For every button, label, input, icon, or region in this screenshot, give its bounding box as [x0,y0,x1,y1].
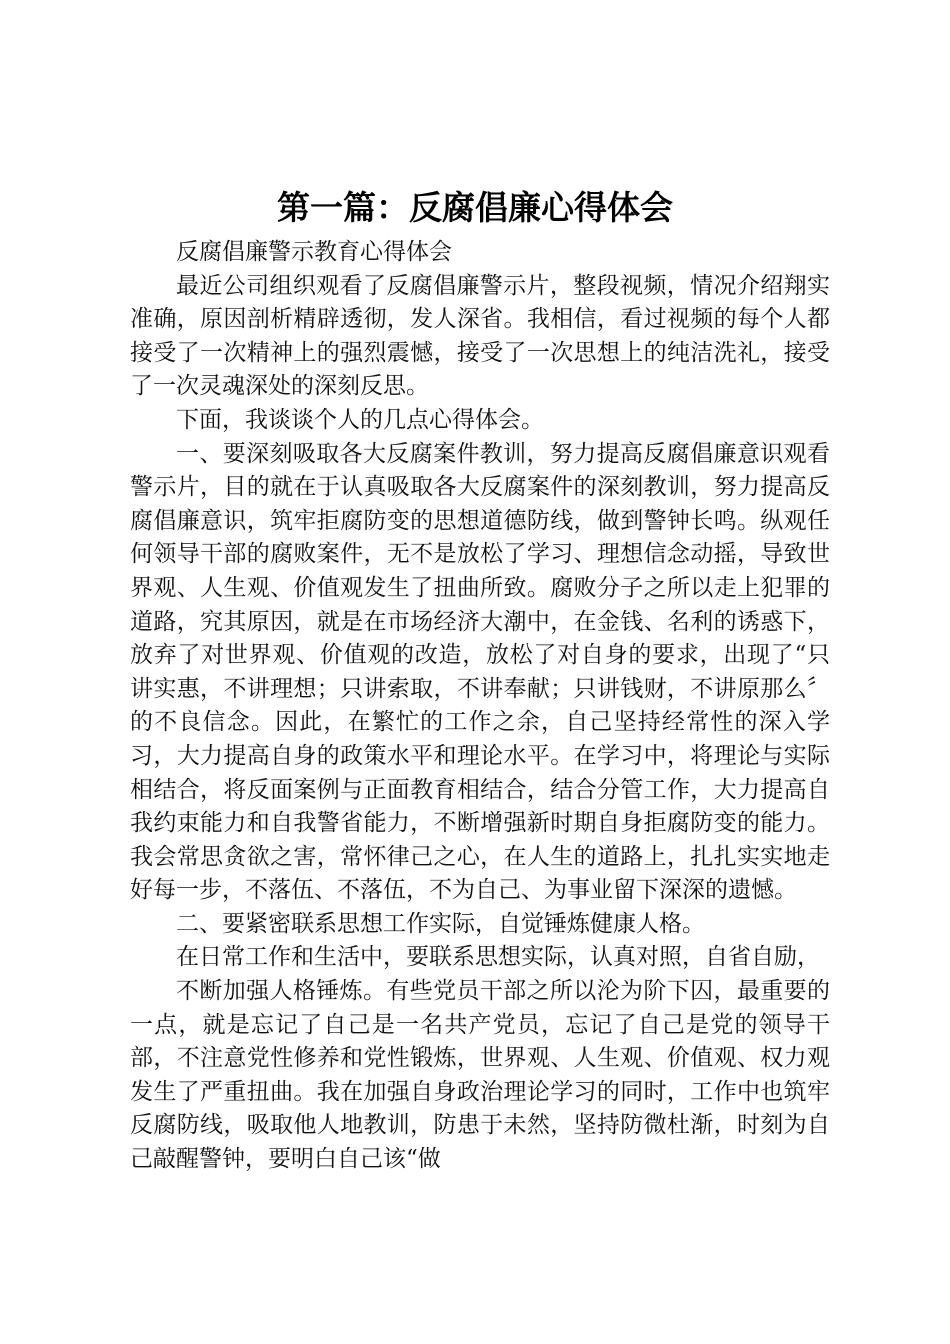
paragraph: 不断加强人格锤炼。有些党员干部之所以沦为阶下囚，最重要的一点，就是忘记了自己是一名共产党员，忘记了自己是党的领导干部，不注意党性修养和党性锻炼，世界观、人生观、价值观、权力观发生了严重扭曲。我在加强自身政治理论学习的同时，工作中也筑牢反腐防线，吸取他人地教训，防患于未然，坚持防微杜渐，时刻为自己敲醒警钟，要明白自己该“做 [130,978,830,1173]
paragraph-heading: 二、要紧密联系思想工作实际，自觉锤炼健康人格。 [176,910,705,937]
paragraph: 在日常工作和生活中，要联系思想实际，认真对照，自省自励， [176,944,820,971]
paragraph: 一、要深刻吸取各大反腐案件教训，努力提高反腐倡廉意识观看警示片，目的就在于认真吸取各大反腐案件的深刻教训，努力提高反腐倡廉意识，筑牢拒腐防变的思想道德防线，做到警钟长鸣。纵观任何领导干部的腐败案件，无不是放松了学习、理想信念动摇，导致世界观、人生观、价值观发生了扭曲所致。腐败分子之所以走上犯罪的道路，究其原因，就是在市场经济大潮中，在金钱、名利的诱惑下，放弃了对世界观、价值观的改造，放松了对自身的要求，出现了“只讲实惠，不讲理想；只讲索取，不讲奉献；只讲钱财，不讲原那么〞的不良信念。因此，在繁忙的工作之余，自己坚持经常性的深入学习，大力提高自身的政策水平和理论水平。在学习中，将理论与实际相结合，将反面案例与正面教育相结合，结合分管工作，大力提高自我约束能力和自我警省能力，不断增强新时期自身拒腐防变的能力。我会常思贪欲之害，常怀律己之心，在人生的道路上，扎扎实实地走好每一步，不落伍、不落伍，不为自己、为事业留下深深的遗憾。 [130,440,830,904]
paragraph-subtitle: 反腐倡廉警示教育心得体会 [176,239,452,265]
paragraph: 最近公司组织观看了反腐倡廉警示片，整段视频，情况介绍翔实准确，原因剖析精辟透彻，发人深省。我相信，看过视频的每个人都接受了一次精神上的强烈震憾，接受了一次思想上的纯洁洗礼，接受了一次灵魂深处的深刻反思。 [130,272,830,400]
page-title: 第一篇：反腐倡廉心得体会 [277,188,673,227]
document-body [130,236,830,1177]
paragraph: 下面，我谈谈个人的几点心得体会。 [176,406,544,433]
